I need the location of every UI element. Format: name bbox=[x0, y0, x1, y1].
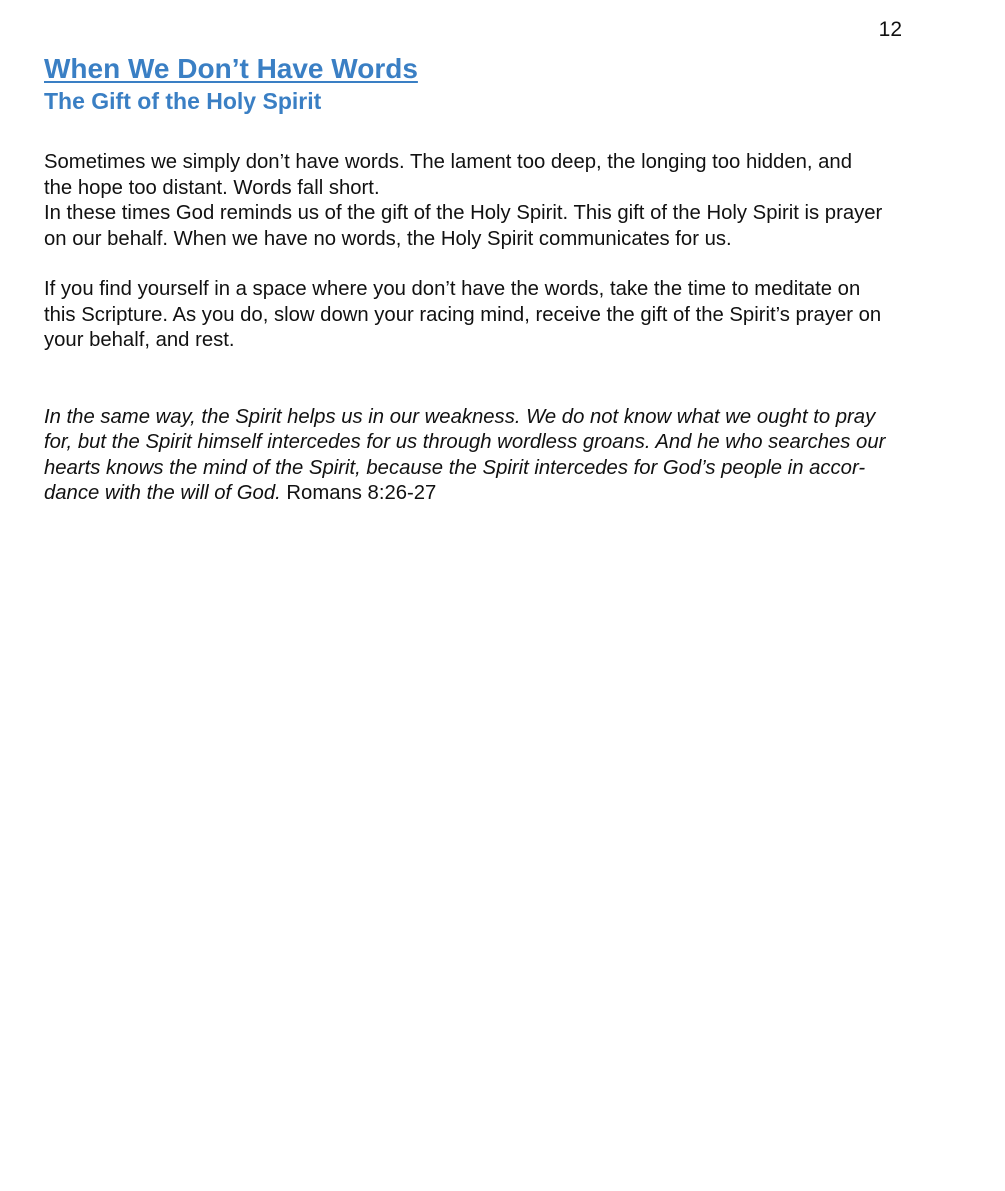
scripture-line: dance with the will of God. bbox=[44, 482, 281, 504]
body-line: on our behalf. When we have no words, the Holy Spirit communicates for us. bbox=[44, 227, 732, 250]
scripture-line: hearts knows the mind of the Spirit, because the Spirit intercedes for God’s people in accor- bbox=[44, 456, 866, 479]
page-content bbox=[44, 52, 979, 507]
page-subtitle: The Gift of the Holy Spirit bbox=[44, 88, 322, 114]
body-line: In these times God reminds us of the gift of the Holy Spirit. This gift of the Holy Spirit is prayer bbox=[44, 202, 883, 224]
intro-paragraphs bbox=[44, 150, 979, 252]
scripture-quote bbox=[44, 405, 979, 507]
body-line: your behalf, and rest. bbox=[44, 329, 235, 351]
page-title: When We Don’t Have Words bbox=[44, 53, 418, 84]
scripture-last-line bbox=[44, 481, 979, 507]
scripture-line: In the same way, the Spirit helps us in our weakness. We do not know what we ought to pray bbox=[44, 405, 876, 428]
instruction-paragraph bbox=[44, 277, 979, 354]
scripture-line: for, but the Spirit himself intercedes for us through wordless groans. And he who searches our bbox=[44, 431, 886, 453]
page-number: 12 bbox=[878, 18, 902, 41]
body-line: If you find yourself in a space where you don’t have the words, take the time to meditate on bbox=[44, 278, 861, 300]
scripture-reference: Romans 8:26-27 bbox=[286, 482, 437, 504]
body-line: the hope too distant. Words fall short. bbox=[44, 176, 380, 199]
body-line: Sometimes we simply don’t have words. The lament too deep, the longing too hidden, and bbox=[44, 151, 852, 173]
body-line: this Scripture. As you do, slow down your racing mind, receive the gift of the Spirit’s prayer on bbox=[44, 303, 882, 326]
